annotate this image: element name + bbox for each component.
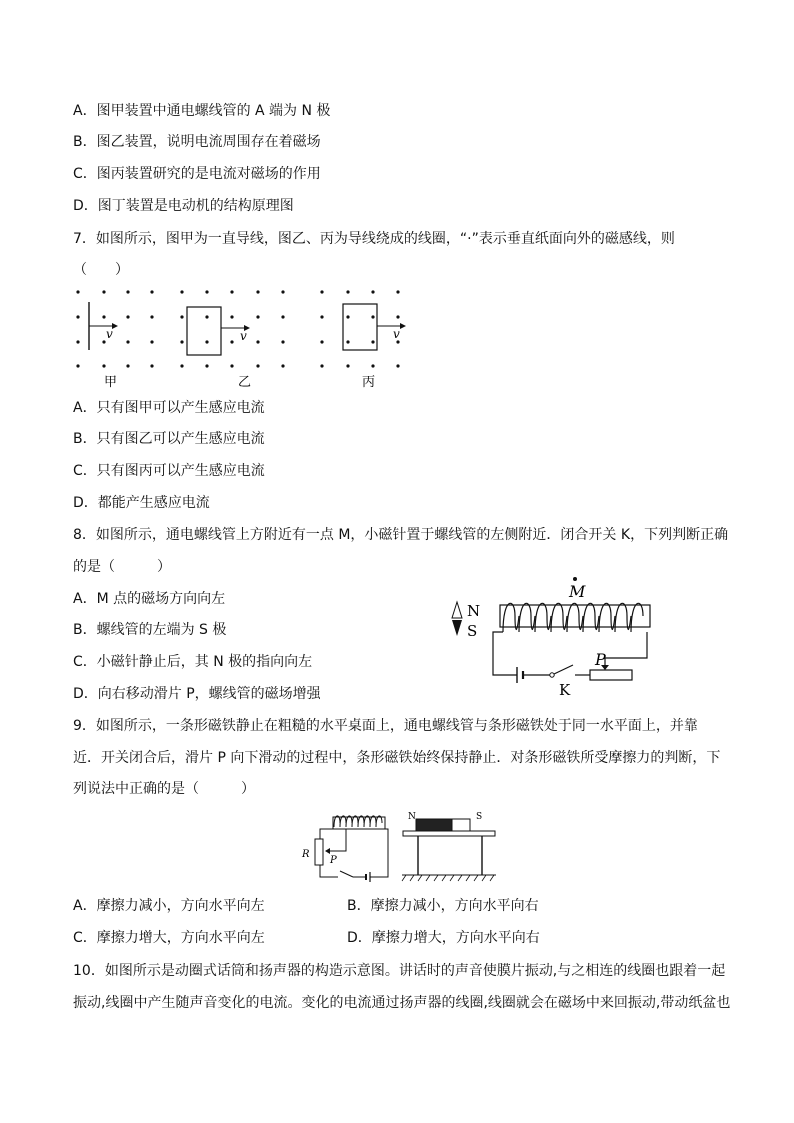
q8-option-c: C．小磁针静止后，其 N 极的指向向左: [73, 654, 313, 670]
q7-option-c: C．只有图丙可以产生感应电流: [73, 463, 265, 479]
q9-stem-line1: 9．如图所示，一条形磁铁静止在粗糙的水平桌面上，通电螺线管与条形磁铁处于同一水平面上，并靠: [73, 718, 698, 734]
q7-velocity-label-yi: v: [240, 329, 247, 343]
q9-figure: [298, 805, 498, 887]
q7-option-b: B．只有图乙可以产生感应电流: [73, 431, 265, 447]
q9-option-a: A．摩擦力减小，方向水平向左: [73, 898, 265, 914]
q7-option-d: D．都能产生感应电流: [73, 495, 210, 511]
q6-option-a: A．图甲装置中通电螺线管的 A 端为 N 极: [73, 103, 331, 119]
q8-point-m: [573, 577, 577, 581]
q8-compass-needle: [452, 602, 462, 618]
q9-option-d: D．摩擦力增大，方向水平向右: [347, 930, 540, 946]
q7-option-a: A．只有图甲可以产生感应电流: [73, 400, 265, 416]
q7-field-dots: [76, 290, 399, 367]
q7-stem: 7．如图所示，图甲为一直导线，图乙、丙为导线绕成的线圈，“·”表示垂直纸面向外的磁感线，则: [73, 231, 675, 247]
q7-label-yi: 乙: [238, 375, 252, 390]
q8-option-b: B．螺线管的左端为 S 极: [73, 622, 227, 638]
q8-switch: [550, 673, 554, 677]
q10-line2: 振动,线圈中产生随声音变化的电流。变化的电流通过扬声器的线圈,线圈就会在磁场中来回振动,带动纸盆也: [73, 995, 731, 1011]
q9-label-n: N: [408, 812, 416, 822]
q9-stem-line2: 近．开关闭合后，滑片 P 向下滑动的过程中，条形磁铁始终保持静止．对条形磁铁所受摩擦力的判断，下: [73, 750, 721, 766]
q9-option-c: C．摩擦力增大，方向水平向左: [73, 930, 265, 946]
q9-table: [403, 831, 495, 836]
q9-bar-magnet: [416, 819, 452, 831]
q7-coil-yi: [187, 307, 221, 355]
q9-label-r: R: [302, 849, 310, 860]
q6-option-c: C．图丙装置研究的是电流对磁场的作用: [73, 166, 321, 182]
q8-stem-line2: 的是（ ）: [73, 559, 171, 575]
q9-stem-line3: 列说法中正确的是（ ）: [73, 781, 255, 797]
q8-label-k: K: [559, 681, 571, 697]
q8-solenoid-figure: [445, 572, 660, 697]
q9-label-p: P: [330, 855, 337, 866]
q9-switch: [340, 871, 353, 877]
q7-velocity-label-jia: v: [106, 327, 113, 341]
q8-label-p: P: [595, 650, 606, 669]
q8-option-a: A．M 点的磁场方向向左: [73, 591, 226, 607]
q10-line1: 10．如图所示是动圈式话筒和扬声器的构造示意图。讲话时的声音使膜片振动,与之相连的线圈也跟着一起: [73, 963, 726, 979]
q8-label-s: S: [467, 622, 478, 640]
q8-rheostat: [590, 670, 632, 680]
q9-option-b: B．摩擦力减小，方向水平向右: [347, 898, 539, 914]
q8-label-m: M: [569, 582, 586, 601]
q7-label-bing: 丙: [362, 375, 376, 390]
q6-option-b: B．图乙装置，说明电流周围存在着磁场: [73, 134, 321, 150]
q8-stem-line1: 8．如图所示，通电螺线管上方附近有一点 M，小磁针置于螺线管的左侧附近．闭合开关 K，下列判断正确: [73, 527, 729, 543]
q7-figure: [60, 280, 430, 395]
q6-option-d: D．图丁装置是电动机的结构原理图: [73, 198, 294, 214]
q7-label-jia: 甲: [104, 375, 118, 390]
q9-rheostat: [315, 839, 323, 865]
q7-answer-paren: （ ）: [73, 262, 129, 278]
q7-velocity-label-bing: v: [393, 327, 400, 341]
q9-label-s: S: [476, 812, 483, 822]
q8-option-d: D．向右移动滑片 P，螺线管的磁场增强: [73, 686, 321, 702]
q8-label-n: N: [467, 602, 481, 620]
